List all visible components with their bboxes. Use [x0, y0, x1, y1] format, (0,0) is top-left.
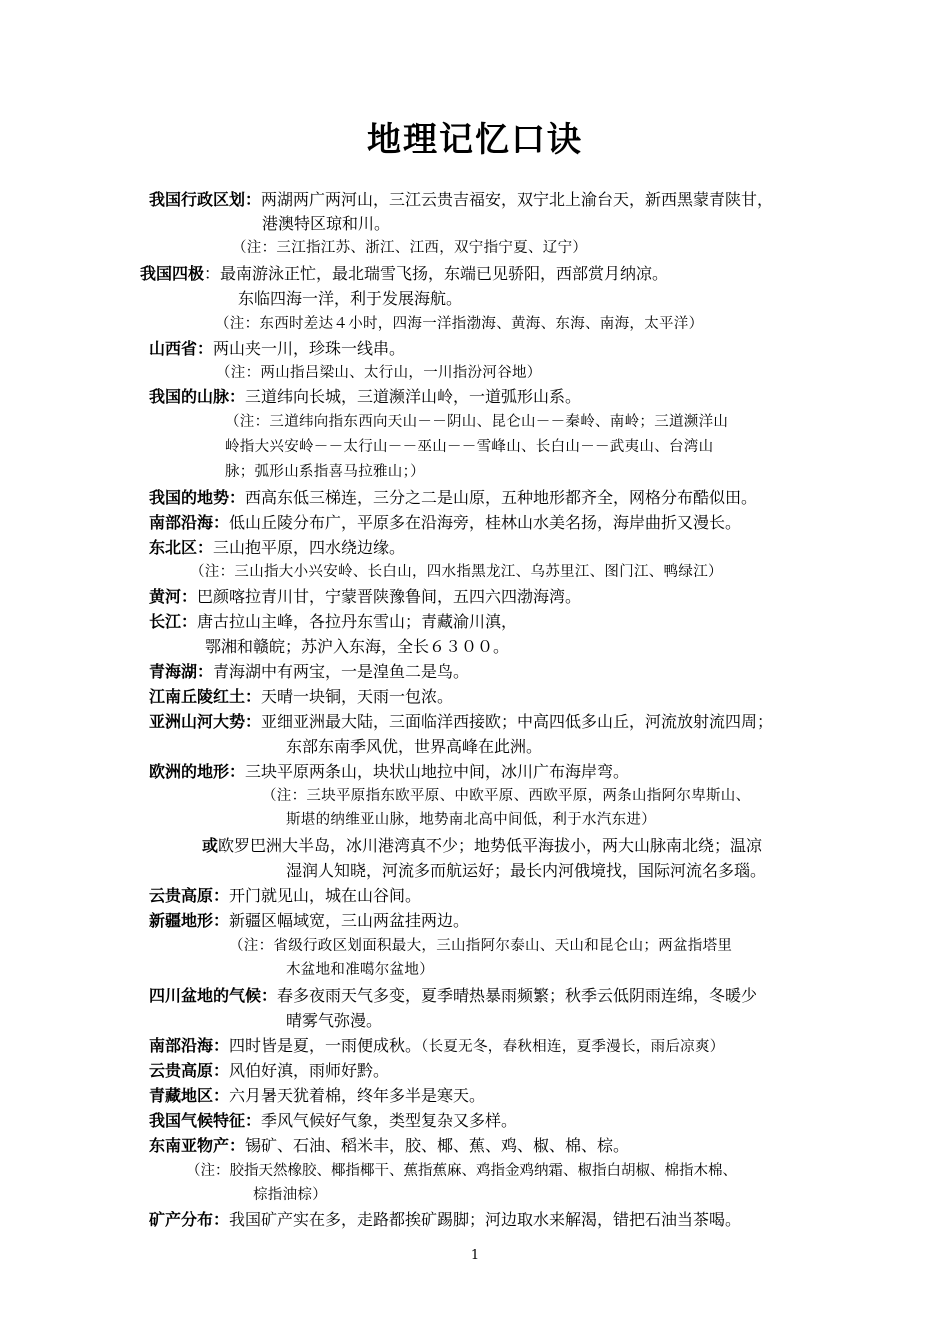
entry-text: 两湖两广两河山，三江云贵吉福安，双宁北上渝台天，新西黑蒙青陕甘，: [261, 190, 774, 209]
entry-note: （注：东西时差达４小时，四海一洋指渤海、黄海、东海、南海，太平洋）: [215, 316, 704, 332]
entry-keyword: 我国的地势：: [149, 488, 246, 507]
entry-line: [149, 188, 773, 212]
entry-line: [149, 1208, 741, 1232]
entry-keyword: 四川盆地的气候：: [149, 986, 278, 1005]
entry-line: [149, 884, 421, 908]
entry-note: 岭指大兴安岭－－太行山－－巫山－－雪峰山、长白山－－武夷山、台湾山: [225, 439, 714, 455]
entry-text: 开门就见山，城在山谷间。: [229, 886, 422, 905]
entry-text: 东部东南季风优，世界高峰在此洲。: [286, 737, 543, 756]
entry-text: 两山夹一川，珍珠一线串。: [213, 339, 406, 358]
entry-note: 斯堪的纳维亚山脉，地势南北高中间低，利于水汽东进）: [286, 812, 656, 828]
page-title: 地理记忆口诀: [367, 120, 583, 160]
entry-keyword: 云贵高原：: [149, 1061, 230, 1080]
entry-line: [149, 1059, 389, 1083]
entry-text: 亚细亚洲最大陆，三面临洋西接欧；中高四低多山丘，河流放射流四周；: [261, 712, 774, 731]
entry-text: 三块平原两条山，块状山地拉中间，冰川广布海岸弯。: [245, 762, 630, 781]
entry-text: 青海湖中有两宝，一是湟鱼二是鸟。: [213, 662, 470, 681]
entry-text: 欧罗巴洲大半岛，冰川港湾真不少；地势低平海拔小，两大山脉南北绕；温凉: [218, 836, 763, 855]
entry-text: 四时皆是夏，一雨便成秋。: [229, 1036, 422, 1055]
entry-text: 港澳特区琼和川。: [262, 214, 391, 233]
entry-note: （注：三块平原指东欧平原、中欧平原、西欧平原，两条山指阿尔卑斯山、: [262, 788, 751, 804]
entry-note: （注：胶指天然橡胶、椰指椰干、蕉指蕉麻、鸡指金鸡纳霜、椒指白胡椒、棉指木棉、: [186, 1163, 737, 1179]
entry-line: [149, 337, 405, 361]
entry-line: [149, 660, 469, 684]
entry-keyword: 或: [202, 836, 219, 855]
entry-text: 鄂湘和赣皖；苏沪入东海，全长６３００。: [205, 637, 510, 656]
entry-keyword: 青海湖：: [149, 662, 214, 681]
entry-note: （注：三山指大小兴安岭、长白山，四水指黑龙江、乌苏里江、图门江、鸭绿江）: [190, 564, 723, 580]
entry-keyword: 矿产分布：: [149, 1210, 230, 1229]
entry-text: 三山抱平原，四水绕边缘。: [213, 538, 406, 557]
entry-line: [149, 1109, 517, 1133]
entry-keyword: 南部沿海：: [149, 513, 230, 532]
entry-line: [149, 909, 469, 933]
entry-line: [149, 486, 757, 510]
entry-text: 三道纬向长城，三道濒洋山岭，一道弧形山系。: [245, 387, 582, 406]
entry-text: 我国矿产实在多，走路都挨矿踢脚；河边取水来解渴，错把石油当茶喝。: [229, 1210, 742, 1229]
entry-keyword: 新疆地形：: [149, 911, 230, 930]
entry-note: （注：两山指吕梁山、太行山，一川指汾河谷地）: [216, 365, 542, 381]
entry-text: 东临四海一洋，利于发展海航。: [238, 289, 463, 308]
entry-keyword: 云贵高原：: [149, 886, 230, 905]
entry-note: 脉；弧形山系指喜马拉雅山；）: [225, 464, 425, 480]
entry-line: [149, 610, 517, 634]
entry-line: [149, 536, 405, 560]
entry-keyword: 欧洲的地形：: [149, 762, 246, 781]
entry-text: 季风气候好气象，类型复杂又多样。: [261, 1111, 518, 1130]
entry-keyword: 我国行政区划：: [149, 190, 262, 209]
entry-keyword: 东南亚物产：: [149, 1136, 246, 1155]
entry-line: [140, 262, 668, 286]
entry-keyword: 长江：: [149, 612, 198, 631]
entry-text: 巴颜喀拉青川甘，宁蒙晋陕豫鲁间，五四六四渤海湾。: [197, 587, 582, 606]
entry-text: 晴雾气弥漫。: [286, 1011, 383, 1030]
entry-line: [149, 710, 773, 734]
entry-keyword: 亚洲山河大势：: [149, 712, 262, 731]
entry-text: 锡矿、石油、稻米丰，胶、椰、蕉、鸡、椒、棉、棕。: [245, 1136, 630, 1155]
entry-line: [149, 685, 453, 709]
entry-text: 西高东低三梯连，三分之二是山原，五种地形都齐全，网格分布酷似田。: [245, 488, 758, 507]
entry-keyword: 我国四极: [140, 264, 205, 283]
entry-note: （注：三道纬向指东西向天山－－阴山、昆仑山－－秦岭、南岭；三道濒洋山: [225, 414, 729, 430]
entry-line: [149, 385, 581, 409]
entry-keyword: 南部沿海：: [149, 1036, 230, 1055]
entry-line: [149, 984, 757, 1008]
entry-line: [149, 585, 581, 609]
entry-note: 木盆地和准噶尔盆地）: [286, 962, 434, 978]
entry-line: [149, 1034, 725, 1059]
entry-note: （注：三江指江苏、浙江、江西，双宁指宁夏、辽宁）: [232, 240, 588, 256]
entry-text: 唐古拉山主峰，各拉丹东雪山；青藏渝川滇，: [197, 612, 518, 631]
entry-keyword: 我国的山脉：: [149, 387, 246, 406]
page-number: 1: [470, 1248, 480, 1263]
entry-note: （注：省级行政区划面积最大，三山指阿尔泰山、天山和昆仑山；两盆指塔里: [229, 938, 733, 954]
entry-text: ：最南游泳正忙，最北瑞雪飞扬，东端已见骄阳，西部赏月纳凉。: [204, 264, 669, 283]
entry-keyword: 江南丘陵红土：: [149, 687, 262, 706]
entry-line: [149, 1084, 485, 1108]
entry-line: [149, 760, 629, 784]
entry-line: [149, 511, 741, 535]
entry-text: 六月暑天犹着棉，终年多半是寒天。: [229, 1086, 486, 1105]
entry-text: 低山丘陵分布广，平原多在沿海旁，桂林山水美名扬，海岸曲折又漫长。: [229, 513, 742, 532]
entry-note: （长夏无冬，春秋相连，夏季漫长，雨后凉爽）: [421, 1039, 725, 1055]
entry-line: [149, 1134, 629, 1158]
entry-keyword: 东北区：: [149, 538, 214, 557]
entry-text: 春多夜雨天气多变，夏季晴热暴雨频繁；秋季云低阴雨连绵，冬暖少: [277, 986, 758, 1005]
entry-text: 湿润人知晓，河流多而航运好；最长内河俄境找，国际河流名多瑙。: [286, 861, 767, 880]
entry-keyword: 山西省：: [149, 339, 214, 358]
entry-text: 新疆区幅域宽，三山两盆挂两边。: [229, 911, 470, 930]
entry-keyword: 黄河：: [149, 587, 198, 606]
entry-note: 棕指油棕）: [253, 1187, 327, 1203]
entry-keyword: 青藏地区：: [149, 1086, 230, 1105]
entry-text: 天晴一块铜，天雨一包浓。: [261, 687, 454, 706]
entry-keyword: 我国气候特征：: [149, 1111, 262, 1130]
entry-line: [202, 834, 762, 858]
entry-text: 风伯好滇，雨师好黔。: [229, 1061, 390, 1080]
